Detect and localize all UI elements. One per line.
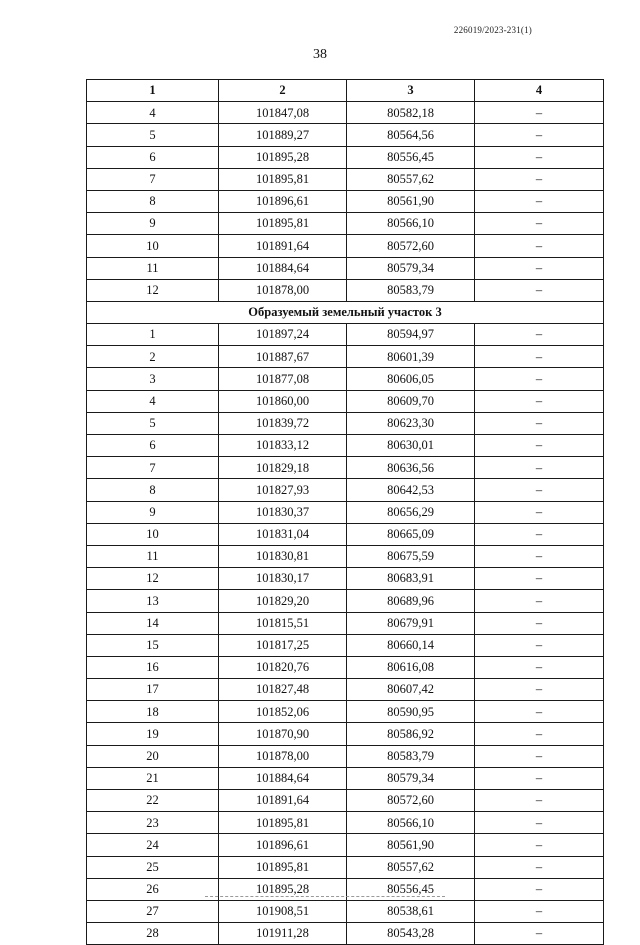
x-coordinate-cell: 101852,06 xyxy=(219,701,347,723)
y-coordinate-cell: 80636,56 xyxy=(347,457,475,479)
y-coordinate-cell: 80616,08 xyxy=(347,656,475,678)
x-coordinate-cell: 101833,12 xyxy=(219,435,347,457)
x-coordinate-cell: 101884,64 xyxy=(219,257,347,279)
y-coordinate-cell: 80582,18 xyxy=(347,102,475,124)
table-row xyxy=(87,279,604,301)
note-cell: – xyxy=(475,412,604,434)
table-row xyxy=(87,612,604,634)
table-row xyxy=(87,168,604,190)
x-coordinate-cell: 101878,00 xyxy=(219,745,347,767)
table-row xyxy=(87,834,604,856)
document-number: 226019/2023-231(1) xyxy=(453,25,532,35)
note-cell: – xyxy=(475,545,604,567)
note-cell: – xyxy=(475,923,604,945)
note-cell: – xyxy=(475,679,604,701)
x-coordinate-cell: 101878,00 xyxy=(219,279,347,301)
x-coordinate-cell: 101896,61 xyxy=(219,834,347,856)
note-cell: – xyxy=(475,812,604,834)
y-coordinate-cell: 80583,79 xyxy=(347,745,475,767)
x-coordinate-cell: 101830,37 xyxy=(219,501,347,523)
x-coordinate-cell: 101817,25 xyxy=(219,634,347,656)
note-cell: – xyxy=(475,856,604,878)
point-number-cell: 9 xyxy=(87,213,219,235)
table-row xyxy=(87,146,604,168)
table-row xyxy=(87,679,604,701)
point-number-cell: 3 xyxy=(87,368,219,390)
point-number-cell: 7 xyxy=(87,168,219,190)
x-coordinate-cell: 101829,18 xyxy=(219,457,347,479)
note-cell: – xyxy=(475,745,604,767)
point-number-cell: 19 xyxy=(87,723,219,745)
note-cell: – xyxy=(475,523,604,545)
x-coordinate-cell: 101895,28 xyxy=(219,146,347,168)
point-number-cell: 1 xyxy=(87,324,219,346)
table-row xyxy=(87,124,604,146)
note-cell: – xyxy=(475,767,604,789)
point-number-cell: 7 xyxy=(87,457,219,479)
y-coordinate-cell: 80675,59 xyxy=(347,545,475,567)
note-cell: – xyxy=(475,701,604,723)
section-header xyxy=(87,301,604,323)
note-cell: – xyxy=(475,501,604,523)
y-coordinate-cell: 80590,95 xyxy=(347,701,475,723)
y-coordinate-cell: 80607,42 xyxy=(347,679,475,701)
note-cell: – xyxy=(475,235,604,257)
note-cell: – xyxy=(475,368,604,390)
point-number-cell: 10 xyxy=(87,523,219,545)
x-coordinate-cell: 101877,08 xyxy=(219,368,347,390)
y-coordinate-cell: 80601,39 xyxy=(347,346,475,368)
y-coordinate-cell: 80656,29 xyxy=(347,501,475,523)
table-row xyxy=(87,568,604,590)
y-coordinate-cell: 80556,45 xyxy=(347,878,475,900)
note-cell: – xyxy=(475,656,604,678)
x-coordinate-cell: 101847,08 xyxy=(219,102,347,124)
note-cell: – xyxy=(475,390,604,412)
table-row xyxy=(87,501,604,523)
y-coordinate-cell: 80579,34 xyxy=(347,257,475,279)
point-number-cell: 28 xyxy=(87,923,219,945)
y-coordinate-cell: 80556,45 xyxy=(347,146,475,168)
x-coordinate-cell: 101827,48 xyxy=(219,679,347,701)
y-coordinate-cell: 80609,70 xyxy=(347,390,475,412)
table-body-before xyxy=(87,102,604,302)
y-coordinate-cell: 80683,91 xyxy=(347,568,475,590)
y-coordinate-cell: 80566,10 xyxy=(347,213,475,235)
note-cell: – xyxy=(475,723,604,745)
x-coordinate-cell: 101895,81 xyxy=(219,812,347,834)
note-cell: – xyxy=(475,479,604,501)
point-number-cell: 12 xyxy=(87,568,219,590)
note-cell: – xyxy=(475,213,604,235)
x-coordinate-cell: 101908,51 xyxy=(219,900,347,922)
x-coordinate-cell: 101895,28 xyxy=(219,878,347,900)
point-number-cell: 2 xyxy=(87,346,219,368)
y-coordinate-cell: 80586,92 xyxy=(347,723,475,745)
note-cell: – xyxy=(475,346,604,368)
note-cell: – xyxy=(475,124,604,146)
table-row xyxy=(87,368,604,390)
y-coordinate-cell: 80538,61 xyxy=(347,900,475,922)
y-coordinate-cell: 80623,30 xyxy=(347,412,475,434)
table-row xyxy=(87,213,604,235)
x-coordinate-cell: 101895,81 xyxy=(219,213,347,235)
point-number-cell: 6 xyxy=(87,146,219,168)
y-coordinate-cell: 80557,62 xyxy=(347,856,475,878)
y-coordinate-cell: 80566,10 xyxy=(347,812,475,834)
x-coordinate-cell: 101891,64 xyxy=(219,235,347,257)
y-coordinate-cell: 80543,28 xyxy=(347,923,475,945)
x-coordinate-cell: 101860,00 xyxy=(219,390,347,412)
point-number-cell: 26 xyxy=(87,878,219,900)
y-coordinate-cell: 80583,79 xyxy=(347,279,475,301)
note-cell: – xyxy=(475,612,604,634)
point-number-cell: 25 xyxy=(87,856,219,878)
x-coordinate-cell: 101830,81 xyxy=(219,545,347,567)
table-row xyxy=(87,878,604,900)
table-header-row xyxy=(87,80,604,102)
x-coordinate-cell: 101820,76 xyxy=(219,656,347,678)
x-coordinate-cell: 101884,64 xyxy=(219,767,347,789)
x-coordinate-cell: 101891,64 xyxy=(219,790,347,812)
y-coordinate-cell: 80561,90 xyxy=(347,834,475,856)
table-row xyxy=(87,390,604,412)
section-row xyxy=(87,301,604,323)
note-cell: – xyxy=(475,568,604,590)
page-number: 38 xyxy=(313,47,327,62)
point-number-cell: 20 xyxy=(87,745,219,767)
y-coordinate-cell: 80679,91 xyxy=(347,612,475,634)
x-coordinate-cell: 101831,04 xyxy=(219,523,347,545)
table-row xyxy=(87,545,604,567)
point-number-cell: 12 xyxy=(87,279,219,301)
x-coordinate-cell: 101896,61 xyxy=(219,190,347,212)
point-number-cell: 8 xyxy=(87,190,219,212)
point-number-cell: 11 xyxy=(87,257,219,279)
table-row xyxy=(87,767,604,789)
x-coordinate-cell: 101839,72 xyxy=(219,412,347,434)
note-cell: – xyxy=(475,634,604,656)
point-number-cell: 9 xyxy=(87,501,219,523)
table-row xyxy=(87,523,604,545)
y-coordinate-cell: 80579,34 xyxy=(347,767,475,789)
column-header: 4 xyxy=(475,80,604,102)
note-cell: – xyxy=(475,279,604,301)
table-row xyxy=(87,656,604,678)
y-coordinate-cell: 80594,97 xyxy=(347,324,475,346)
y-coordinate-cell: 80665,09 xyxy=(347,523,475,545)
note-cell: – xyxy=(475,590,604,612)
table-row xyxy=(87,235,604,257)
point-number-cell: 15 xyxy=(87,634,219,656)
column-header: 3 xyxy=(347,80,475,102)
table-row xyxy=(87,257,604,279)
x-coordinate-cell: 101887,67 xyxy=(219,346,347,368)
table-row xyxy=(87,812,604,834)
note-cell: – xyxy=(475,790,604,812)
table-row xyxy=(87,457,604,479)
x-coordinate-cell: 101895,81 xyxy=(219,168,347,190)
table-row xyxy=(87,324,604,346)
y-coordinate-cell: 80606,05 xyxy=(347,368,475,390)
table-row xyxy=(87,412,604,434)
x-coordinate-cell: 101911,28 xyxy=(219,923,347,945)
point-number-cell: 22 xyxy=(87,790,219,812)
coordinates-table xyxy=(86,79,604,945)
point-number-cell: 10 xyxy=(87,235,219,257)
point-number-cell: 6 xyxy=(87,435,219,457)
note-cell: – xyxy=(475,834,604,856)
x-coordinate-cell: 101897,24 xyxy=(219,324,347,346)
point-number-cell: 14 xyxy=(87,612,219,634)
table-row xyxy=(87,723,604,745)
column-header: 2 xyxy=(219,80,347,102)
note-cell: – xyxy=(475,146,604,168)
table-row xyxy=(87,590,604,612)
point-number-cell: 27 xyxy=(87,900,219,922)
y-coordinate-cell: 80561,90 xyxy=(347,190,475,212)
point-number-cell: 24 xyxy=(87,834,219,856)
table-row xyxy=(87,701,604,723)
note-cell: – xyxy=(475,102,604,124)
table-row xyxy=(87,479,604,501)
y-coordinate-cell: 80689,96 xyxy=(347,590,475,612)
table-row xyxy=(87,923,604,945)
y-coordinate-cell: 80557,62 xyxy=(347,168,475,190)
table-row xyxy=(87,435,604,457)
table-row xyxy=(87,900,604,922)
table-row xyxy=(87,102,604,124)
y-coordinate-cell: 80564,56 xyxy=(347,124,475,146)
table-row xyxy=(87,346,604,368)
point-number-cell: 17 xyxy=(87,679,219,701)
note-cell: – xyxy=(475,457,604,479)
note-cell: – xyxy=(475,168,604,190)
table-row xyxy=(87,856,604,878)
point-number-cell: 8 xyxy=(87,479,219,501)
note-cell: – xyxy=(475,324,604,346)
x-coordinate-cell: 101895,81 xyxy=(219,856,347,878)
footer-divider xyxy=(205,896,445,897)
y-coordinate-cell: 80660,14 xyxy=(347,634,475,656)
note-cell: – xyxy=(475,257,604,279)
table-row xyxy=(87,745,604,767)
point-number-cell: 11 xyxy=(87,545,219,567)
x-coordinate-cell: 101889,27 xyxy=(219,124,347,146)
table-row xyxy=(87,790,604,812)
point-number-cell: 4 xyxy=(87,102,219,124)
point-number-cell: 16 xyxy=(87,656,219,678)
point-number-cell: 5 xyxy=(87,124,219,146)
y-coordinate-cell: 80572,60 xyxy=(347,790,475,812)
section-title: Образуемый земельный участок 3 xyxy=(87,301,604,323)
table-row xyxy=(87,190,604,212)
point-number-cell: 21 xyxy=(87,767,219,789)
point-number-cell: 13 xyxy=(87,590,219,612)
table-body-after xyxy=(87,324,604,945)
x-coordinate-cell: 101830,17 xyxy=(219,568,347,590)
point-number-cell: 4 xyxy=(87,390,219,412)
point-number-cell: 18 xyxy=(87,701,219,723)
y-coordinate-cell: 80630,01 xyxy=(347,435,475,457)
point-number-cell: 23 xyxy=(87,812,219,834)
x-coordinate-cell: 101829,20 xyxy=(219,590,347,612)
note-cell: – xyxy=(475,900,604,922)
x-coordinate-cell: 101827,93 xyxy=(219,479,347,501)
note-cell: – xyxy=(475,435,604,457)
note-cell: – xyxy=(475,878,604,900)
y-coordinate-cell: 80572,60 xyxy=(347,235,475,257)
point-number-cell: 5 xyxy=(87,412,219,434)
column-header: 1 xyxy=(87,80,219,102)
table-row xyxy=(87,634,604,656)
x-coordinate-cell: 101815,51 xyxy=(219,612,347,634)
note-cell: – xyxy=(475,190,604,212)
x-coordinate-cell: 101870,90 xyxy=(219,723,347,745)
y-coordinate-cell: 80642,53 xyxy=(347,479,475,501)
